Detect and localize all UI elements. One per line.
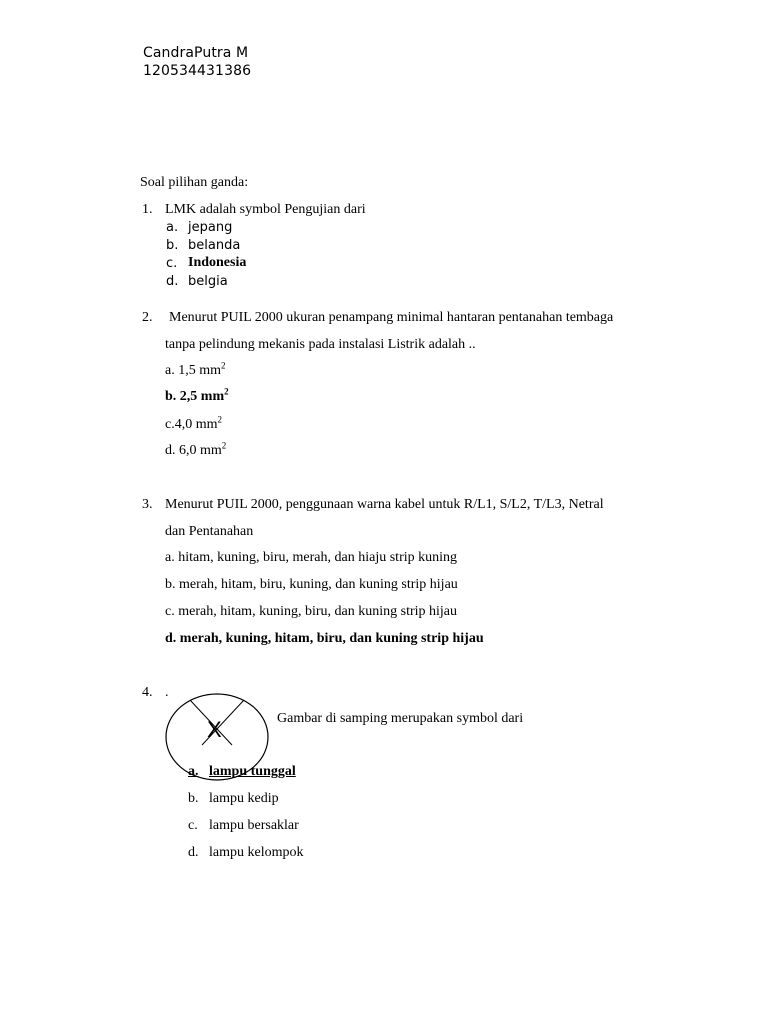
q1-option-d-letter: d. (166, 274, 179, 289)
q4-option-b-letter: b. (188, 791, 199, 806)
q3-option-a: a. hitam, kuning, biru, merah, dan hiaju strip kuning (165, 550, 458, 565)
q1-option-b-letter: b. (166, 238, 179, 253)
q4-option-c-letter: c. (188, 818, 198, 833)
q4-option-d-letter: d. (188, 845, 199, 860)
q2-option-c (165, 414, 222, 432)
q4-text: Gambar di samping merupakan symbol dari (277, 711, 524, 726)
q2-option-c-sup: 2 (217, 414, 222, 425)
q4-option-c-text: lampu bersaklar (209, 818, 299, 833)
q2-line1: Menurut PUIL 2000 ukuran penampang minimal hantaran pentanahan tembaga (169, 310, 614, 325)
q4-option-b-text: lampu kedip (209, 791, 279, 806)
q2-option-b (165, 386, 229, 404)
author-name: CandraPutra M (143, 45, 249, 61)
q2-option-d (165, 440, 227, 458)
q4-option-a-text: lampu tunggal (209, 764, 296, 779)
q4-option-a-letter: a. (188, 764, 199, 779)
q3-option-d: d. merah, kuning, hitam, biru, dan kuning strip hijau (165, 631, 484, 646)
q1-text: LMK adalah symbol Pengujian dari (165, 202, 366, 217)
q1-option-a-letter: a. (166, 220, 179, 235)
q2-option-a-sup: 2 (221, 360, 226, 371)
q2-option-b-text: b. 2,5 mm (165, 389, 225, 404)
q2-option-a-text: a. 1,5 mm (165, 363, 221, 378)
q1-option-d-text: belgia (188, 274, 228, 289)
q2-line2: tanpa pelindung mekanis pada instalasi Listrik adalah .. (165, 337, 476, 352)
q4-dot: . (165, 685, 169, 700)
q1-option-b-text: belanda (188, 238, 241, 253)
q4-option-d-text: lampu kelompok (209, 845, 304, 860)
symbol-mark-text: X (207, 717, 222, 742)
q3-line1: Menurut PUIL 2000, penggunaan warna kabel untuk R/L1, S/L2, T/L3, Netral (165, 497, 604, 512)
q3-line2: dan Pentanahan (165, 524, 254, 539)
q3-number: 3. (142, 497, 153, 512)
q2-option-d-sup: 2 (221, 440, 227, 451)
q2-option-a (165, 360, 226, 378)
author-id: 120534431386 (143, 63, 252, 79)
q4-number: 4. (142, 685, 153, 700)
q2-option-d-text: d. 6,0 mm (165, 443, 222, 458)
q3-option-c: c. merah, hitam, kuning, biru, dan kuning strip hijau (165, 604, 458, 619)
q2-option-c-text: c.4,0 mm (165, 417, 218, 432)
q3-option-b: b. merah, hitam, biru, kuning, dan kuning strip hijau (165, 577, 458, 592)
q2-number: 2. (142, 310, 153, 325)
section-title: Soal pilihan ganda: (140, 175, 249, 190)
q1-option-c-letter: c. (166, 256, 178, 271)
q1-option-c-text: Indonesia (188, 255, 247, 270)
q2-option-b-sup: 2 (224, 386, 229, 397)
q1-number: 1. (142, 202, 153, 217)
q1-option-a-text: jepang (188, 220, 233, 235)
